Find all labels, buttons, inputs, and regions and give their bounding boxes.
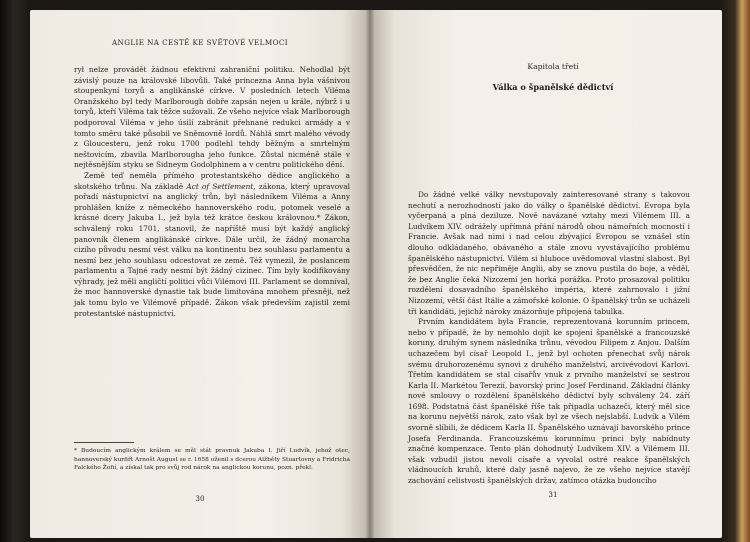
right-paragraph-1: Do žádné velké války nevstupovaly zainteresované strany s takovou nechutí a nerozhodností jako do války o španělské dědictví. Evropa byla vyčerpaná a plná deziluze. Nově navázané vztahy mezi Vilémem III. a Ludvíkem XIV. odrážely upřímná přání národů obou námořních mocností i Francie. Avšak nad nimi i nad celou zbývající Evropou se vznášel stín dlouho odkládaného, obávaného a stále znovu vyvstávajícího problému španělského nástupnictví. Vilém si hluboce uvědomoval vlastní slabost. Byl přesvědčen, že nic nepřiměje Anglii, aby se znovu pustila do boje, a věděl, že bez Anglie čeká Nizozemí jen horká porážka. Proto prosazoval politiku rozdělení dosavadního španělského impéria, které zahrnovalo i jižní Nizozemí, větší část Itálie a zámořské kolonie. O španělský trůn se ucházeli tři kandidáti, jejichž nároky znázorňuje připojená tabulka. [408,190,690,316]
page-number-left: 30 [195,494,205,503]
left-page [30,10,370,538]
left-paragraph-2-start: Země teď neměla přímého protestantského dědice anglického a skotského trůnu. Na základě [74,170,350,191]
right-page [370,10,722,538]
left-paragraph-2 [74,171,350,319]
page-number-right: 31 [548,490,558,499]
book-gutter [366,10,374,538]
left-body-text [74,65,350,319]
right-paragraph-2: Prvním kandidátem byla Francie, reprezentovaná korunním princem, nebo v případě, že by nemohlo dojít ke spojení španělské a francouzské koruny, druhým synem následníka trůnu, vévodou Filipem z Anjou. Dalším uchazečem byl císař Leopold I., jenž byl ochoten přenechat svůj nárok svému druhorozenému synovi z druhého manželství, arcivévodovi Karlovi. Třetím kandidátem se stal císařův vnuk z prvního manželství se sestrou Karla II. Markétou Terezií, bavorský princ Josef Ferdinand. Základní články nové smlouvy o rozdělení španělského dědictví byly schváleny 24. září 1698. Podstatná část španělské říše tak připadla uchazeči, který měl sice na korunu největší nárok, zato však byl ze všech nejslabší. Ludvík a Vilém svorně slíbili, že dědicem Karla II. Španělského uznávají bavorského prince Josefa Ferdinanda. Francouzskému korunnímu princi byly nabídnuty značné kompenzace. Tento plán dohodnutý Ludvíkem XIV. a Vilémem III. však vzbudil jistou nevoli císaře a vyvolal ostré reakce španělských vládnoucích kruhů, které daly jasně najevo, že ze všeho nejvíce stavějí zachování celistvosti španělských držav, zatímco otázka budoucího [408,317,690,486]
right-body-text [408,190,690,487]
footnote: * Budoucím anglickým králem se měl stát pravnuk Jakuba I. Jiří Ludvík, jehož otec, hannoverský kurfiřt Arnošt August se r. 1658 oženil s dcerou Alžběty Stuartovny a Fridricha Falckého Žofií, a získal tak pro svůj rod nárok na anglickou korunu, pozn. překl. [74,448,350,472]
act-of-settlement-title: Act of Settlement [186,181,254,191]
footnote-rule [74,442,134,443]
chapter-label: Kapitola třetí [527,62,579,71]
chapter-title: Válka o španělské dědictví [492,82,614,92]
left-paragraph-2-rest: , zákona, který upravoval pořadí nástupnictví na anglický trůn, byl následníkem Viléma a Anny prohlášen kníže z německého hannoverského rodu, potomek veselé a krásné dcery Jakuba I., jež byla též krátce českou královnou.* Zákon, schválený roku 1701, stanovil, že napříště musí být každý anglický panovník členem anglikánské církve. Dále určil, že žádný monarcha cizího původu nesmí vést válku na kontinentu bez souhlasu parlamentu a nesmí bez jeho souhlasu odcestovat ze země. Též vymezil, že poslancem parlamentu a Tajné rady nesmí být žádný cizinec. Tím byly kodifikovány výhrady, jež měli angličtí politici vůči Vilémovi III. Parlament se domníval, že moc hannoverské dynastie tak bude limitována mnohem přesněji, než jak tomu bylo ve Vilémově případě. Zákon však především zajistil zemi protestantské nástupnictví. [74,181,350,318]
left-paragraph-1: rył nelze provádět žádnou efektivní zahraniční politiku. Nehodlal být závislý pouze na královské libovůli. Také princezna Anna byla vášnivou stoupenkyní toryů a anglikánské církve. V posledních letech Viléma Oranžského byl tedy Marlborough dobře zapsán nejen u krále, nýbrž i u toryů, kteří Viléma tak těžce sužovali. Ze všeho nejvíce však Marlborough podporoval Viléma v jeho úsilí zabránit přehnané redukci armády a v tomto směru také působil ve Sněmovně lordů. Náhlá smrt malého vévody z Gloucesteru, jenž roku 1700 podlehl tehdy běžným a smrtelným neštovicím, zbavila Marlborougha jeho funkce. Zůstal nicméně stále v nejtěsnějším styku se Sidneym Godolphinem a v centru politického dění. [74,65,350,170]
running-head: ANGLIE NA CESTĚ KE SVĚTOVÉ VELMOCI [111,38,289,47]
